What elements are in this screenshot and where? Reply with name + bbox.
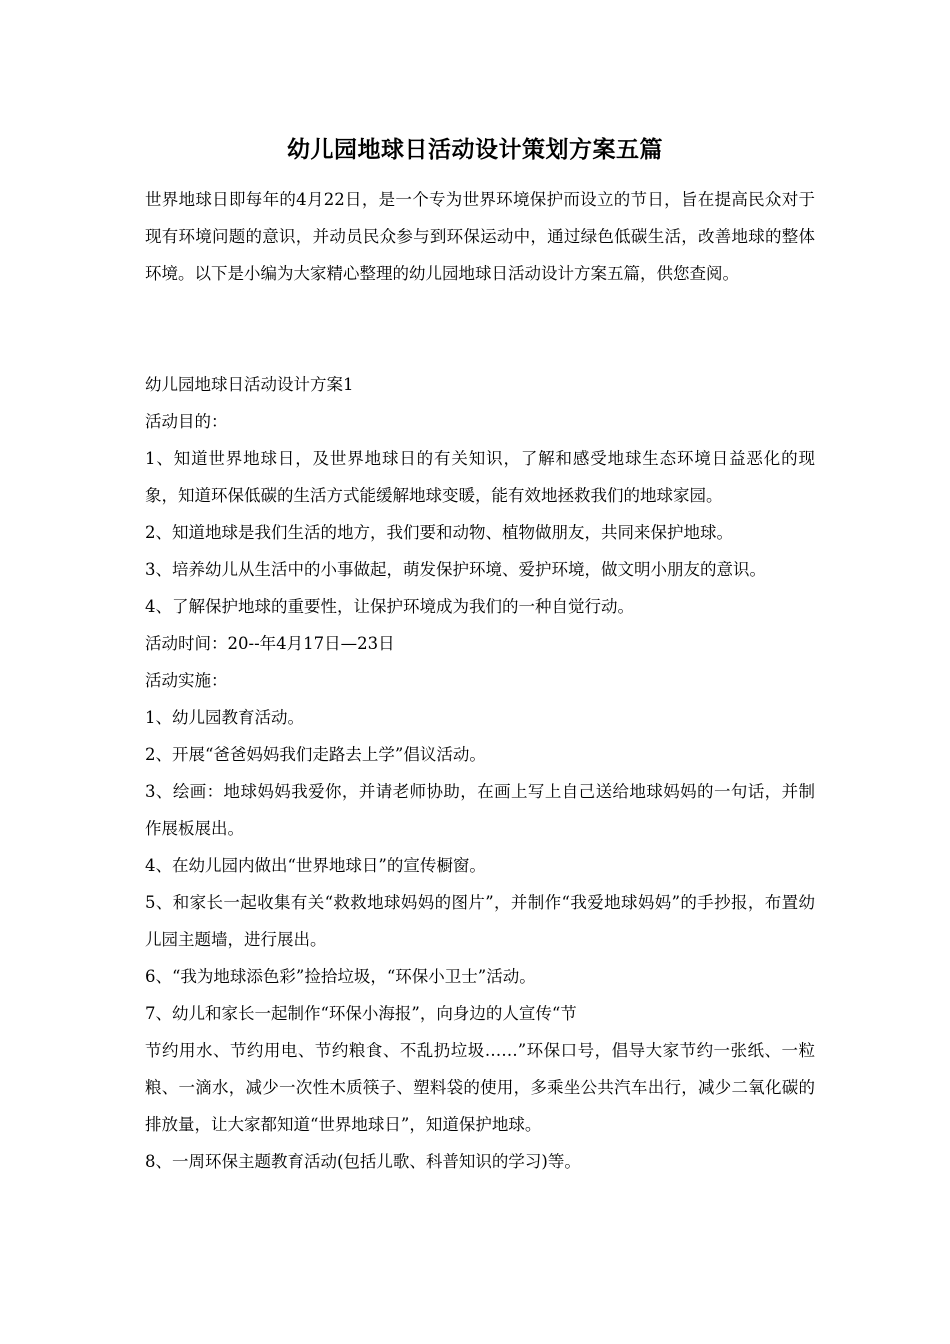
implementation-item: 节约用水、节约用电、节约粮食、不乱扔垃圾……”环保口号，倡导大家节约一张纸、一粒粮、一滴水，减少一次性木质筷子、塑料袋的使用，多乘坐公共汽车出行，减少二氧化碳的排放量，让大家都知道“世界地球日”，知道保护地球。 <box>145 1041 815 1134</box>
section-1 <box>145 366 815 1180</box>
intro-text: 世界地球日即每年的4月22日，是一个专为世界环境保护而设立的节日，旨在提高民众对于现有环境问题的意识，并动员民众参与到环保运动中，通过绿色低碳生活，改善地球的整体环境。以下是小编为大家精心整理的幼儿园地球日活动设计方案五篇，供您查阅。 <box>145 190 815 283</box>
purpose-item: 2、知道地球是我们生活的地方，我们要和动物、植物做朋友，共同来保护地球。 <box>145 523 733 542</box>
activity-time: 活动时间：20--年4月17日—23日 <box>145 634 395 653</box>
intro-paragraph <box>145 181 815 292</box>
implementation-item: 3、绘画：地球妈妈我爱你，并请老师协助，在画上写上自己送给地球妈妈的一句话，并制作展板展出。 <box>145 782 815 838</box>
implementation-label: 活动实施： <box>145 671 228 690</box>
purpose-item: 3、培养幼儿从生活中的小事做起，萌发保护环境、爱护环境，做文明小朋友的意识。 <box>145 560 766 579</box>
implementation-item: 1、幼儿园教育活动。 <box>145 708 304 727</box>
section-heading: 幼儿园地球日活动设计方案1 <box>145 375 354 394</box>
purpose-item: 4、了解保护地球的重要性，让保护环境成为我们的一种自觉行动。 <box>145 597 634 616</box>
implementation-item: 6、“我为地球添色彩”捡拾垃圾，“环保小卫士”活动。 <box>145 967 536 986</box>
implementation-item: 5、和家长一起收集有关“救救地球妈妈的图片”，并制作“我爱地球妈妈”的手抄报，布置幼儿园主题墙，进行展出。 <box>145 893 815 949</box>
purpose-label: 活动目的： <box>145 412 228 431</box>
purpose-item: 1、知道世界地球日，及世界地球日的有关知识，了解和感受地球生态环境日益恶化的现象，知道环保低碳的生活方式能缓解地球变暖，能有效地拯救我们的地球家园。 <box>145 449 815 505</box>
document-title: 幼儿园地球日活动设计策划方案五篇 <box>287 136 663 163</box>
implementation-item: 8、一周环保主题教育活动(包括儿歌、科普知识的学习)等。 <box>145 1152 581 1171</box>
implementation-item: 4、在幼儿园内做出“世界地球日”的宣传橱窗。 <box>145 856 486 875</box>
implementation-item: 2、开展“爸爸妈妈我们走路去上学”倡议活动。 <box>145 745 486 764</box>
implementation-item: 7、幼儿和家长一起制作“环保小海报”，向身边的人宣传“节 <box>145 1004 577 1023</box>
